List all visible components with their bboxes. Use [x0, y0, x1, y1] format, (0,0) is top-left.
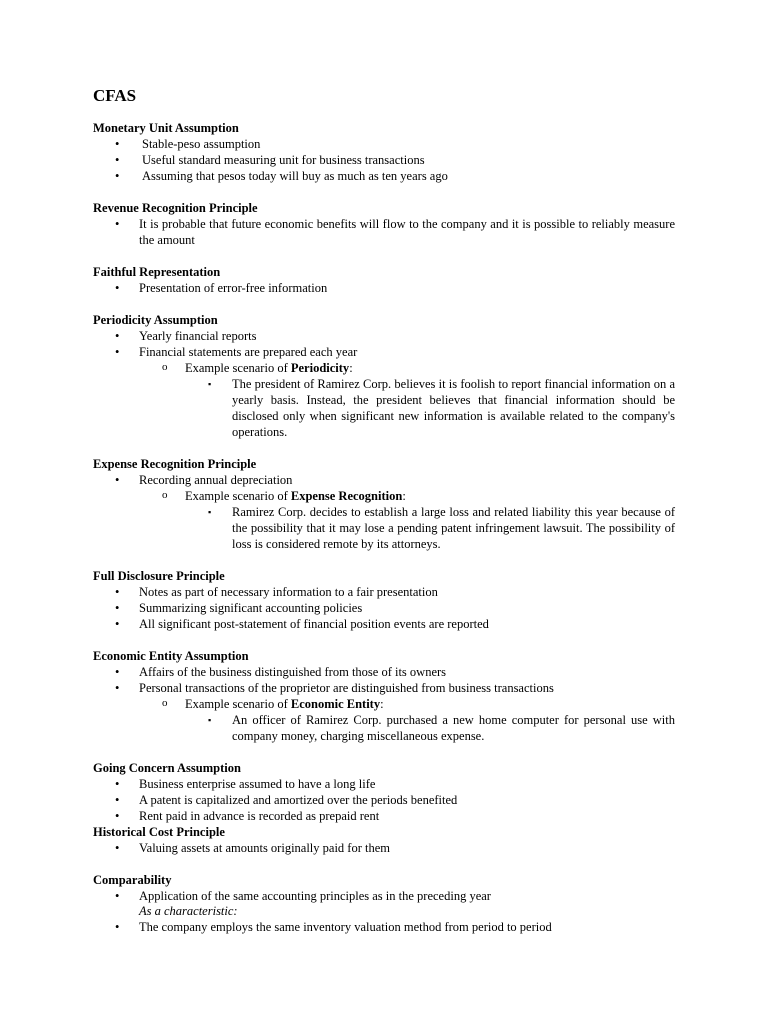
- list-item: • Recording annual depreciation: [115, 473, 293, 487]
- bullet-list: [93, 888, 675, 904]
- document-page: [93, 86, 675, 951]
- sub-list-item: o Example scenario of Economic Entity:: [162, 697, 384, 711]
- bullet-icon: •: [115, 473, 120, 487]
- bullet-icon: •: [115, 841, 120, 855]
- list-item: • It is probable that future economic benefits will flow to the company and it is possible to reliably measure the amount: [115, 217, 675, 247]
- square-bullet-icon: ▪: [208, 379, 212, 389]
- section-revenue-recognition: [93, 200, 675, 248]
- section-monetary-unit: [93, 120, 675, 184]
- list-item: • Valuing assets at amounts originally paid for them: [115, 841, 390, 855]
- bullet-icon: •: [115, 137, 120, 151]
- bullet-icon: •: [115, 601, 120, 615]
- bullet-icon: •: [115, 809, 120, 823]
- section-heading: Monetary Unit Assumption: [93, 121, 239, 135]
- bullet-icon: •: [115, 281, 120, 295]
- list-item: • Stable-peso assumption: [115, 137, 261, 151]
- bullet-list: [93, 840, 675, 856]
- section-heading: Expense Recognition Principle: [93, 457, 257, 471]
- list-item: • The company employs the same inventory valuation method from period to period: [115, 920, 552, 934]
- list-item: • Personal transactions of the proprietor are distinguished from business transactions: [115, 681, 554, 695]
- bullet-list: [93, 584, 675, 632]
- list-item: • Useful standard measuring unit for business transactions: [115, 153, 425, 167]
- section-heading: Full Disclosure Principle: [93, 569, 225, 583]
- circle-bullet-icon: o: [162, 697, 168, 709]
- bullet-icon: •: [115, 681, 120, 695]
- scenario-item: ▪ Ramirez Corp. decides to establish a large loss and related liability this year because of the possibility that it may lose a pending patent infringement lawsuit. The possibility of loss is considered remote by its attorneys.: [208, 505, 675, 551]
- list-item: • Rent paid in advance is recorded as prepaid rent: [115, 809, 380, 823]
- list-item: • A patent is capitalized and amortized over the periods benefited: [115, 793, 458, 807]
- bullet-icon: •: [115, 920, 120, 934]
- bullet-list: [93, 472, 675, 552]
- list-item: • Business enterprise assumed to have a long life: [115, 777, 376, 791]
- list-item: • Assuming that pesos today will buy as much as ten years ago: [115, 169, 448, 183]
- circle-bullet-icon: o: [162, 489, 168, 501]
- bullet-list: [93, 776, 675, 824]
- list-item: • Affairs of the business distinguished from those of its owners: [115, 665, 447, 679]
- bullet-icon: •: [115, 617, 120, 631]
- section-full-disclosure: [93, 568, 675, 632]
- section-comparability: [93, 872, 675, 935]
- bullet-list: [93, 216, 675, 248]
- bullet-icon: •: [115, 585, 120, 599]
- bullet-icon: •: [115, 169, 120, 183]
- document-title: CFAS: [93, 86, 137, 105]
- list-item: • Presentation of error-free information: [115, 281, 328, 295]
- list-item: • Summarizing significant accounting policies: [115, 601, 363, 615]
- bullet-icon: •: [115, 793, 120, 807]
- section-going-concern: [93, 760, 675, 824]
- sub-list-item: o Example scenario of Periodicity:: [162, 361, 353, 375]
- section-periodicity: [93, 312, 675, 440]
- bullet-list: [93, 919, 675, 935]
- section-faithful-representation: [93, 264, 675, 296]
- section-economic-entity: [93, 648, 675, 744]
- section-heading: Comparability: [93, 873, 172, 887]
- bullet-icon: •: [115, 217, 120, 231]
- list-item: • Financial statements are prepared each year: [115, 345, 358, 359]
- scenario-item: ▪ An officer of Ramirez Corp. purchased a new home computer for personal use with company money, charging miscellaneous expense.: [208, 713, 675, 743]
- section-heading: Going Concern Assumption: [93, 761, 241, 775]
- bullet-icon: •: [115, 777, 120, 791]
- square-bullet-icon: ▪: [208, 507, 212, 517]
- section-heading: Periodicity Assumption: [93, 313, 218, 327]
- section-heading: Economic Entity Assumption: [93, 649, 249, 663]
- bullet-list: [93, 664, 675, 744]
- bullet-icon: •: [115, 345, 120, 359]
- list-item: • All significant post-statement of financial position events are reported: [115, 617, 489, 631]
- section-historical-cost: [93, 824, 675, 856]
- square-bullet-icon: ▪: [208, 715, 212, 725]
- sub-list-item: o Example scenario of Expense Recognition:: [162, 489, 406, 503]
- bullet-icon: •: [115, 329, 120, 343]
- bullet-list: [93, 328, 675, 440]
- circle-bullet-icon: o: [162, 361, 168, 373]
- list-item: • Application of the same accounting principles as in the preceding year: [115, 889, 491, 903]
- section-heading: Historical Cost Principle: [93, 825, 225, 839]
- section-heading: Revenue Recognition Principle: [93, 201, 258, 215]
- bullet-list: [93, 136, 675, 184]
- bullet-icon: •: [115, 665, 120, 679]
- scenario-item: ▪ The president of Ramirez Corp. believes it is foolish to report financial information on a yearly basis. Instead, the president believes that financial information should be disclosed only when significant new information is available related to the company's operations.: [208, 377, 675, 439]
- list-item: • Notes as part of necessary information to a fair presentation: [115, 585, 438, 599]
- bullet-icon: •: [115, 889, 120, 903]
- list-item: • Yearly financial reports: [115, 329, 257, 343]
- characteristic-note: As a characteristic:: [139, 904, 238, 918]
- bullet-list: [93, 280, 675, 296]
- section-heading: Faithful Representation: [93, 265, 221, 279]
- section-expense-recognition: [93, 456, 675, 552]
- bullet-icon: •: [115, 153, 120, 167]
